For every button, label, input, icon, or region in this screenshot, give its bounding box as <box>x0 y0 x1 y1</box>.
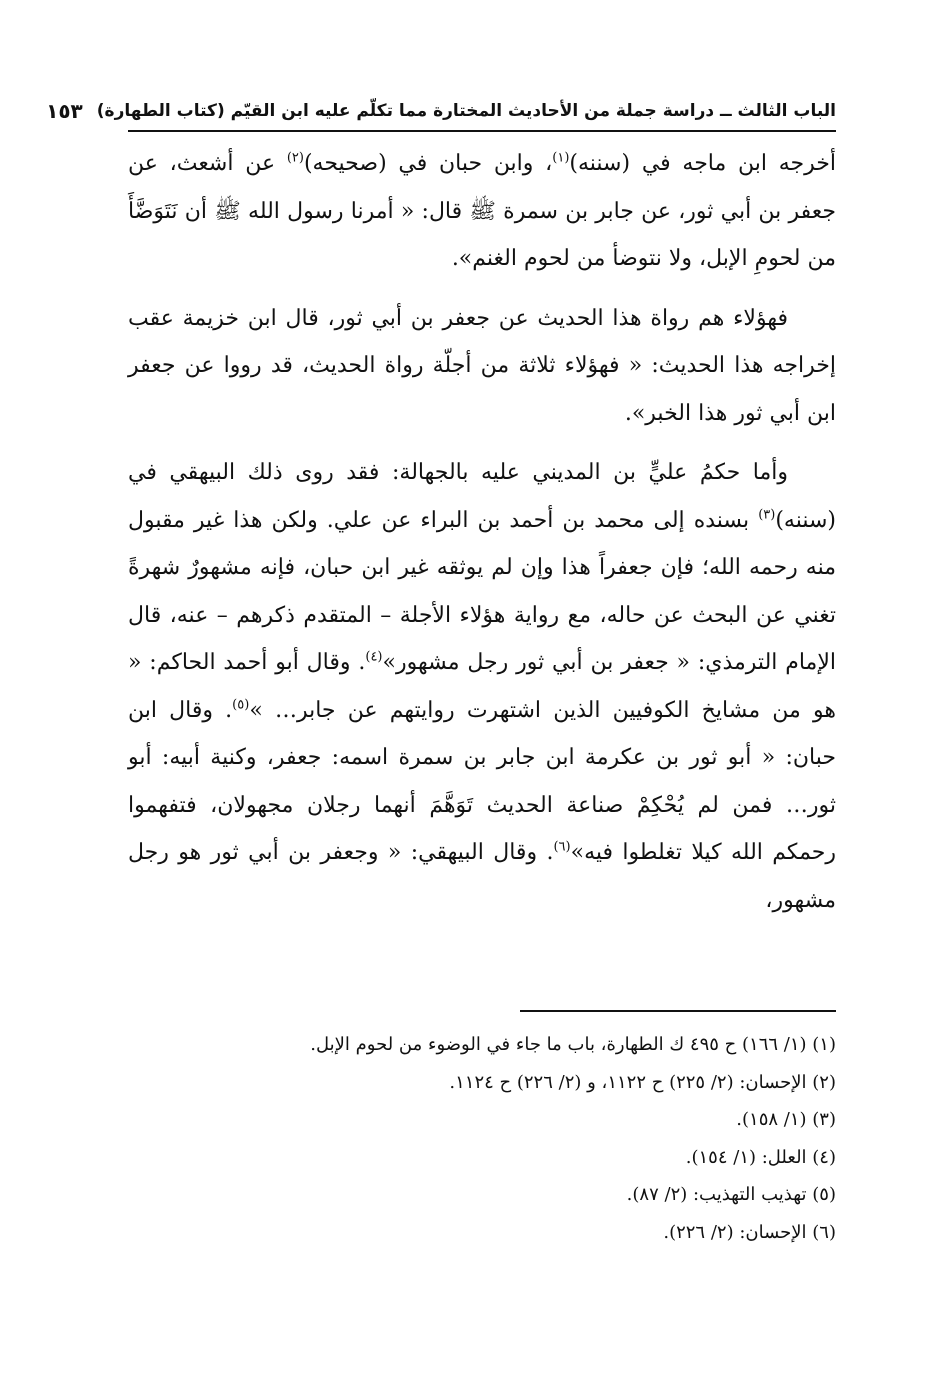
footnote: (٢) الإحسان: (٢/ ٢٢٥) ح ١١٢٢، و (٢/ ٢٢٦) ح ١١٢٤. <box>449 1071 836 1093</box>
footnote: (٦) الإحسان: (٢/ ٢٢٦). <box>663 1221 836 1243</box>
text-run: ، وابن حبان في (صحيحه) <box>303 151 553 176</box>
footnote: (١) (١/ ١٦٦) ح ٤٩٥ ك الطهارة، باب ما جاء في الوضوء من لحوم الإبل. <box>310 1034 836 1055</box>
text-run: . وقال ابن حبان: « أبو ثور بن عكرمة ابن جابر بن سمرة اسمه: جعفر، وكنية أبيه: أبو ثور… فمن لم يُحْكِمْ صناعة الحديث تَوَهَّمَ أنهما رجلان مجهولان، فتفهموا رحمكم الله كيلا تغلطوا فيه» <box>128 697 837 865</box>
paragraph <box>128 449 836 924</box>
text-run: . وقال أبو أحمد الحاكم: « هو من مشايخ الكوفيين الذين اشتهرت روايتهم عن جابر… » <box>128 650 836 723</box>
footnote-separator <box>520 1010 836 1012</box>
footnote-marker: (٦) <box>553 839 571 855</box>
footnote-marker: (٤) <box>365 649 383 665</box>
footnote-marker: (٣) <box>758 507 776 523</box>
text-run: وأما حكمُ عليٍّ بن المديني عليه بالجهالة: فقد روى ذلك البيهقي في (سننه) <box>128 460 836 533</box>
footnote-marker: (٥) <box>232 697 250 713</box>
text-run: . وقال البيهقي: « وجعفر بن أبي ثور هو رجل مشهور، <box>128 840 836 913</box>
running-header <box>46 96 836 126</box>
text-run: عن أشعث، عن جعفر بن أبي ثور، عن جابر بن سمرة ﷺ قال: « أمرنا رسول الله ﷺ أن نَتَوَضَّأَ من لحومِ الإبل، ولا نتوضأ من لحوم الغنم». <box>128 151 836 271</box>
footnote-marker: (١) <box>552 150 570 166</box>
footnote: (٥) تهذيب التهذيب: (٢/ ٨٧). <box>626 1184 836 1205</box>
page-number: ١٥٣ <box>46 99 83 123</box>
header-title: الباب الثالث ــ دراسة جملة من الأحاديث المختارة مما تكلّم عليه ابن القيّم (كتاب الطهارة) <box>96 101 836 121</box>
paragraph <box>128 295 836 438</box>
footnote-marker: (٢) <box>286 150 304 166</box>
footnote: (٤) العلل: (١/ ١٥٤). <box>685 1146 836 1168</box>
text-run: أخرجه ابن ماجه في (سننه) <box>569 151 836 176</box>
text-run: بسنده إلى محمد بن أحمد بن البراء عن علي. ولكن هذا غير مقبول منه رحمه الله؛ فإن جعفراً هذا وإن لم يوثقه غير ابن حبان، فإنه مشهورٌ شهرةً تغني عن البحث عن حاله، مع رواية هؤلاء الأجلة – المتقدم ذكرهم – عنه، قال الإمام الترمذي: « جعفر بن أبي ثور رجل مشهور» <box>128 507 836 675</box>
footnote: (٣) (١/ ١٥٨). <box>736 1109 836 1130</box>
footnotes <box>128 1026 836 1251</box>
paragraph <box>128 140 836 283</box>
text-run: فهؤلاء هم رواة هذا الحديث عن جعفر بن أبي ثور، قال ابن خزيمة عقب إخراجه هذا الحديث: « فهؤلاء ثلاثة من أجلّة رواة الحديث، قد رووا عن جعفر ابن أبي ثور هذا الخبر». <box>128 305 836 426</box>
header-rule <box>128 130 836 132</box>
body-text <box>128 140 836 924</box>
